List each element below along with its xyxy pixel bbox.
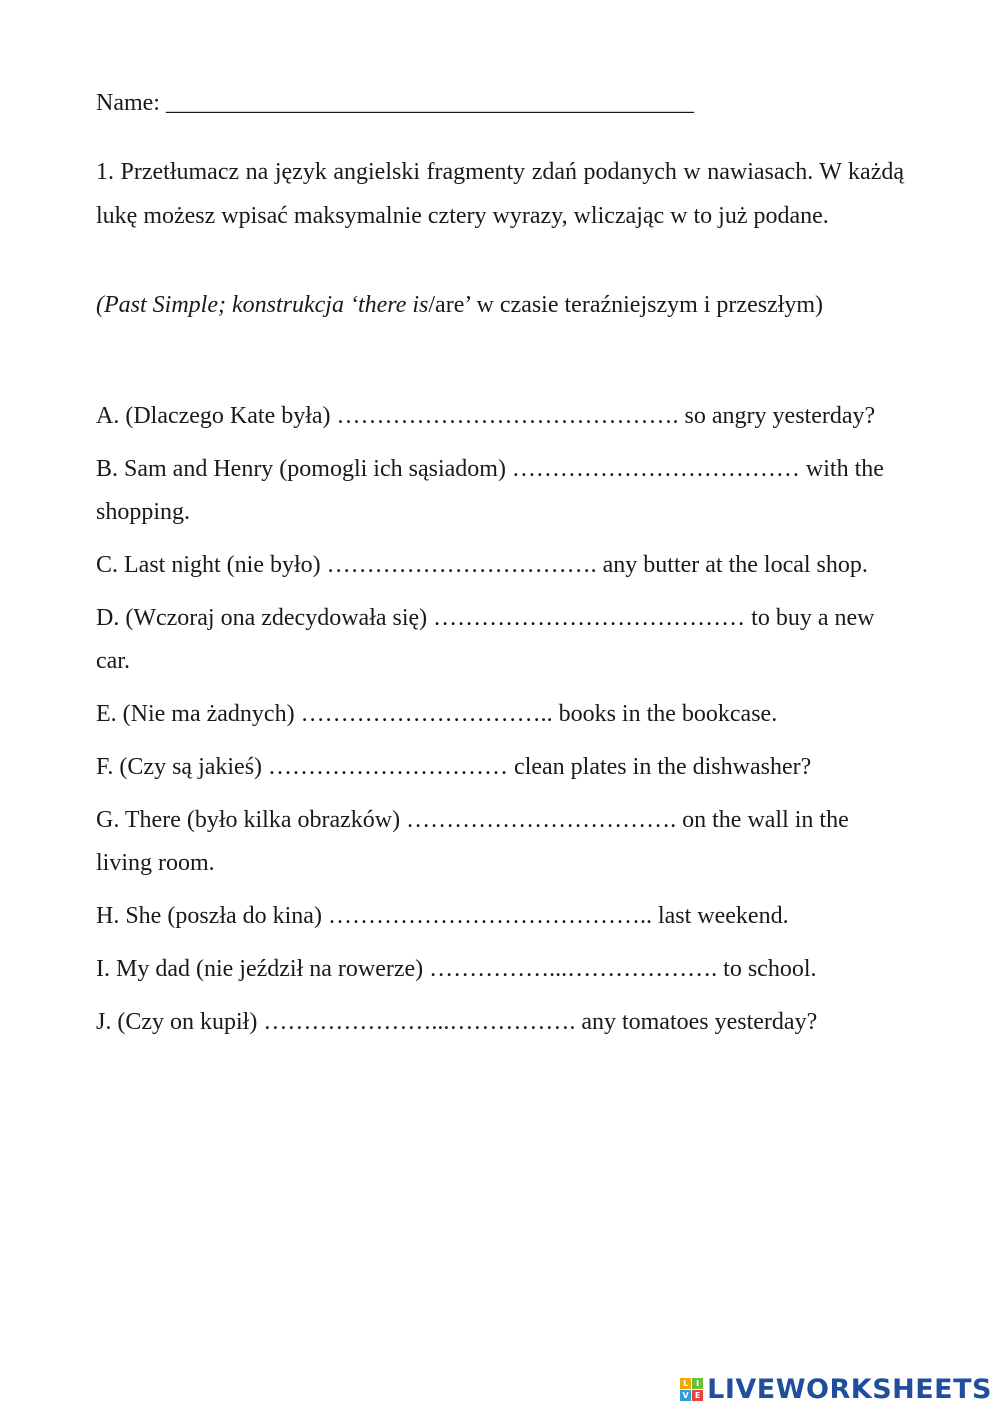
exercise-item-c[interactable]: C. Last night (nie było) ……………………………. any butter at the local shop. [96,552,868,578]
exercise-item-g[interactable]: G. There (było kilka obrazków) ……………………………. on the wall in the living room. [96,807,849,876]
grammar-note-italic: (Past Simple; konstrukcja ‘there is [96,292,429,318]
exercise-item-e[interactable]: E. (Nie ma żadnych) ………………………….. books in the bookcase. [96,701,778,727]
exercise-item-a[interactable]: A. (Dlaczego Kate była) ……………………………………. so angry yesterday? [96,403,876,429]
logo-mark-icon [680,1378,703,1401]
exercise-instruction: 1. Przetłumacz na język angielski fragmenty zdań podanych w nawiasach. W każdą lukę możesz wpisać maksymalnie cztery wyrazy, wliczając w to już podane. [96,159,904,229]
logo-mark-i: I [692,1378,703,1389]
logo-mark-v: V [680,1390,691,1401]
exercise-items [96,395,886,1054]
exercise-item-h[interactable]: H. She (poszła do kina) ………………………………….. last weekend. [96,903,789,929]
exercise-item-j[interactable]: J. (Czy on kupił) …………………...……………. any tomatoes yesterday? [96,1009,818,1035]
exercise-item-f[interactable]: F. (Czy są jakieś) ………………………… clean plates in the dishwasher? [96,754,812,780]
grammar-note [96,292,823,319]
exercise-item-d[interactable]: D. (Wczoraj ona zdecydowała się) ………………………………… to buy a new car. [96,605,875,674]
liveworksheets-logo [680,1374,992,1405]
logo-mark-e: E [692,1390,703,1401]
logo-text: LIVEWORKSHEETS [707,1374,992,1405]
exercise-item-b[interactable]: B. Sam and Henry (pomogli ich sąsiadom) ……………………………… with the shopping. [96,456,884,525]
exercise-item-i[interactable]: I. My dad (nie jeździł na rowerze) ……………...………………. to school. [96,956,817,982]
logo-mark-l: L [680,1378,691,1389]
name-field-line[interactable]: Name: ____________________________________________ [96,90,694,116]
grammar-note-rest: /are’ w czasie teraźniejszym i przeszłym) [428,292,824,318]
